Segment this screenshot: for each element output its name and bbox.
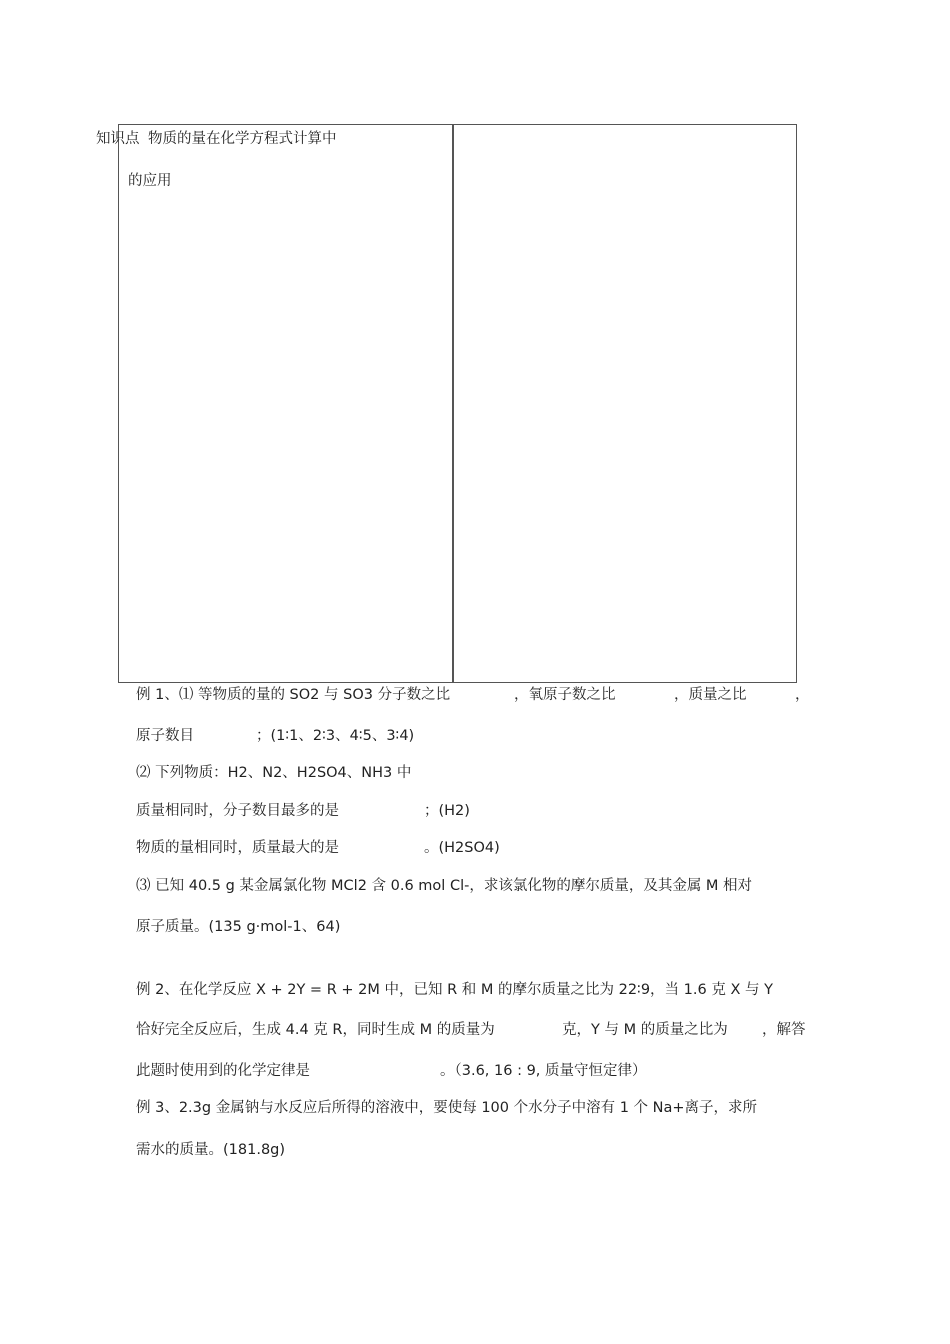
ex1-line3: ⑵ 下列物质：H2、N2、H2SO4、NH3 中	[136, 765, 412, 781]
ex1-line1: 例 1、⑴ 等物质的量的 SO2 与 SO3 分子数之比	[136, 687, 451, 703]
topic-title-line1: 物质的量在化学方程式计算中	[148, 131, 337, 147]
ex1-line2: 原子数目	[136, 728, 194, 744]
ex1-line5: 物质的量相同时，质量最大的是	[136, 840, 339, 856]
left-table-cell	[118, 124, 454, 683]
topic-title-line2: 的应用	[128, 173, 172, 189]
ex1-line4-b: ；(H2)	[424, 803, 470, 819]
ex3-line2: 需水的质量。(181.8g)	[136, 1142, 286, 1158]
ex2-line3: 此题时使用到的化学定律是	[136, 1063, 310, 1079]
ex2-line2: 恰好完全反应后，生成 4.4 克 R，同时生成 M 的质量为	[136, 1022, 495, 1038]
ex3-line1: 例 3、2.3g 金属钠与水反应后所得的溶液中，要使每 100 个水分子中溶有 1 个 Na+离子，求所	[136, 1100, 758, 1116]
right-table-cell	[452, 124, 797, 683]
ex2-line2-b: 克，Y 与 M 的质量之比为	[562, 1022, 728, 1038]
ex1-line7: 原子质量。(135 g·mol-1、64)	[136, 919, 341, 935]
ex2-line3-b: 。（3.6, 16 : 9, 质量守恒定律）	[440, 1063, 647, 1079]
ex1-line1-d: ，	[795, 687, 810, 703]
ex2-line1: 例 2、在化学反应 X + 2Y = R + 2M 中，已知 R 和 M 的摩尔质量之比为 22∶9，当 1.6 克 X 与 Y	[136, 982, 773, 998]
knowledge-point-label: 知识点	[96, 131, 140, 147]
ex1-line4: 质量相同时，分子数目最多的是	[136, 803, 339, 819]
ex1-line1-b: ，氧原子数之比	[514, 687, 616, 703]
ex1-line5-b: 。(H2SO4)	[424, 840, 500, 856]
ex1-line6: ⑶ 已知 40.5 g 某金属氯化物 MCl2 含 0.6 mol Cl-，求该氯化物的摩尔质量，及其金属 M 相对	[136, 878, 753, 894]
ex2-line2-c: ，解答	[762, 1022, 806, 1038]
ex1-line2-b: ；(1∶1、2∶3、4∶5、3∶4)	[256, 728, 415, 744]
ex1-line1-c: ，质量之比	[674, 687, 747, 703]
